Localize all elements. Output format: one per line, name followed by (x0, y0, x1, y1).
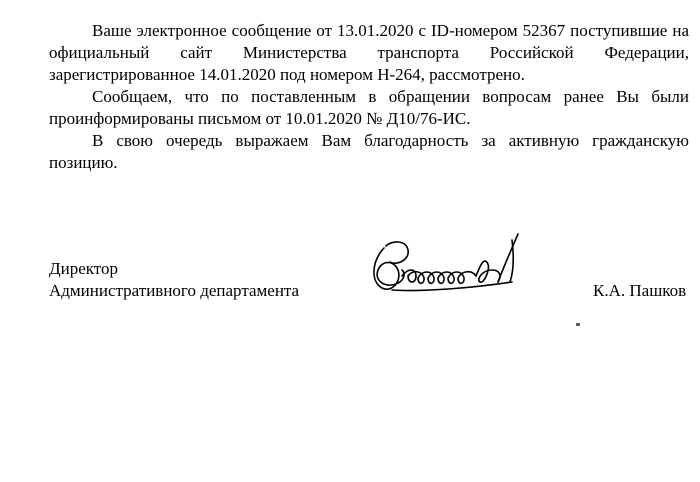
paragraph-previous-reply: Сообщаем, что по поставленным в обращении вопросам ранее Вы были проинформированы письмом от 10.01.2020 № Д10/76-ИС. (49, 87, 689, 128)
letter-body (49, 20, 689, 174)
paragraph-gratitude: В свою очередь выражаем Вам благодарность за активную гражданскую позицию. (49, 131, 689, 172)
position-title: Директор (49, 259, 118, 278)
handwritten-signature (362, 226, 532, 306)
scan-speck (576, 323, 580, 326)
department-name: Административного департамента (49, 281, 300, 300)
signatory-position (49, 258, 299, 302)
paragraph-registration: Ваше электронное сообщение от 13.01.2020 с ID-номером 52367 поступившие на официальный сайт Министерства транспорта Российской Федерации, зарегистрированное 14.01.2020 под номером Н-264, рассмотрено. (49, 21, 689, 84)
signer-name: К.А. Пашков (593, 281, 687, 300)
